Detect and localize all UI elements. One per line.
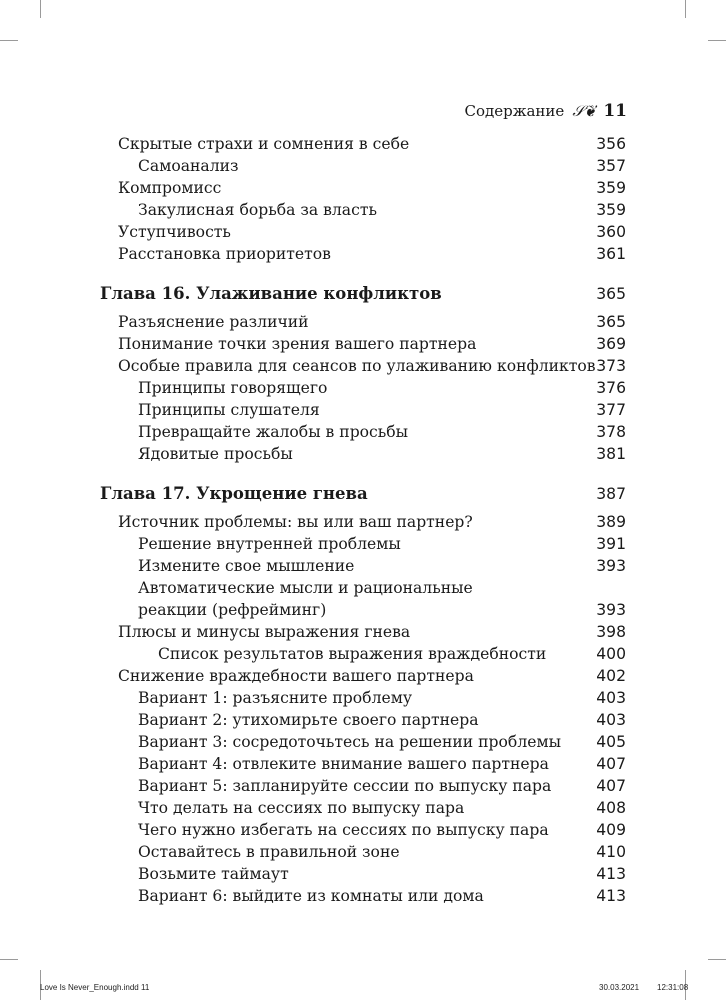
toc-entry (118, 621, 626, 643)
toc-entry (138, 753, 626, 775)
toc-entry-page: 360 (596, 223, 626, 241)
toc-entry-page: 377 (596, 401, 626, 419)
toc-entry (158, 643, 626, 665)
toc-entry-title: Закулисная борьба за власть (138, 201, 377, 219)
toc-entry (118, 333, 626, 355)
toc-entry (138, 399, 626, 421)
crop-mark (685, 0, 686, 18)
toc-entry-page: 389 (596, 513, 626, 531)
toc-entry-page: 400 (596, 645, 626, 663)
toc-entry-title: Расстановка приоритетов (118, 245, 331, 263)
toc-entry-title: Понимание точки зрения вашего партнера (118, 335, 477, 353)
toc-entry-title: Скрытые страхи и сомнения в себе (118, 135, 410, 153)
crop-mark (0, 40, 18, 41)
toc-entry-title: Самоанализ (138, 157, 239, 175)
toc-entry-page: 402 (596, 667, 626, 685)
toc-entry-page: 378 (596, 423, 626, 441)
toc-entry-title: Чего нужно избегать на сессиях по выпуску пара (138, 821, 549, 839)
toc-entry-title: Измените свое мышление (138, 557, 355, 575)
toc-entry (138, 377, 626, 399)
toc-entry (138, 421, 626, 443)
toc-entry (138, 709, 626, 731)
toc-entry-page: 408 (596, 799, 626, 817)
toc-entry-title: Глава 16. Улаживание конфликтов (100, 284, 442, 303)
toc-entry-title: Что делать на сессиях по выпуску пара (138, 799, 465, 817)
toc-entry-page: 413 (596, 865, 626, 883)
toc-entry-page: 369 (596, 335, 626, 353)
toc-entry-page: 361 (596, 245, 626, 263)
toc-entry-page: 357 (596, 157, 626, 175)
toc-entry-title: Вариант 6: выйдите из комнаты или дома (138, 887, 484, 905)
toc-entry-page: 376 (596, 379, 626, 397)
toc-entry (118, 665, 626, 687)
toc-entry (118, 133, 626, 155)
toc-entry (138, 775, 626, 797)
toc-entry-page: 409 (596, 821, 626, 839)
toc-entry-page: 410 (596, 843, 626, 861)
toc-entry-title: Разъяснение различий (118, 313, 309, 331)
toc-entry-title: Принципы говорящего (138, 379, 328, 397)
toc-entry-title: Плюсы и минусы выражения гнева (118, 623, 411, 641)
toc-entry-title: Уступчивость (118, 223, 231, 241)
crop-mark (40, 0, 41, 18)
toc-entry-title: Особые правила для сеансов по улаживанию конфликтов (118, 357, 596, 375)
toc-entry-page: 356 (596, 135, 626, 153)
section-title: Содержание (464, 102, 565, 120)
toc-entry-page: 387 (596, 485, 626, 503)
toc-entry-title: Оставайтесь в правильной зоне (138, 843, 400, 861)
toc-entry (118, 355, 626, 377)
toc-entry-page: 407 (596, 755, 626, 773)
toc-entry (138, 731, 626, 753)
toc-entry (138, 797, 626, 819)
toc-entry (138, 155, 626, 177)
toc-entry (138, 885, 626, 907)
toc-entry-title: Список результатов выражения враждебности (158, 645, 547, 663)
toc-entry-page: 365 (596, 285, 626, 303)
toc-entry-title: Возьмите таймаут (138, 865, 289, 883)
ornament-icon: 𝒮❦ (572, 102, 596, 120)
slug-file: Love Is Never_Enough.indd 11 (40, 983, 150, 992)
toc-entry-title: Принципы слушателя (138, 401, 320, 419)
toc-entry-title: Вариант 4: отвлеките внимание вашего партнера (138, 755, 549, 773)
toc-entry-page: 373 (596, 357, 626, 375)
toc-entry-page: 398 (596, 623, 626, 641)
toc-entry-title: Вариант 3: сосредоточьтесь на решении проблемы (138, 733, 561, 751)
toc-entry-page: 393 (596, 557, 626, 575)
toc-entry (138, 577, 626, 599)
toc-entry-page: 393 (596, 601, 626, 619)
toc-entry (138, 443, 626, 465)
toc-entry (138, 599, 626, 621)
toc-entry-page: 405 (596, 733, 626, 751)
page-number: 11 (603, 101, 627, 121)
toc-entry (138, 687, 626, 709)
slug-date: 30.03.2021 (599, 983, 640, 992)
crop-mark (708, 959, 726, 960)
toc-entry-title: Снижение враждебности вашего партнера (118, 667, 474, 685)
slug-time: 12:31:08 (657, 983, 689, 992)
toc-entry (138, 533, 626, 555)
toc-entry-page: 365 (596, 313, 626, 331)
toc-entry (138, 841, 626, 863)
toc-entry (118, 177, 626, 199)
toc-entry (118, 511, 626, 533)
toc-entry-title: Глава 17. Укрощение гнева (100, 484, 368, 503)
toc-entry-title: Ядовитые просьбы (138, 445, 293, 463)
toc-entry (138, 819, 626, 841)
toc-entry-title: Вариант 5: запланируйте сессии по выпуску пара (138, 777, 552, 795)
toc-entry-page: 407 (596, 777, 626, 795)
toc-entry-page: 359 (596, 179, 626, 197)
toc-entry-title: реакции (рефрейминг) (138, 601, 327, 619)
toc-entry-title: Компромисс (118, 179, 222, 197)
toc-entry (118, 311, 626, 333)
toc-entry (118, 221, 626, 243)
toc-entry (138, 863, 626, 885)
toc-entry-page: 403 (596, 711, 626, 729)
toc-entry-page: 413 (596, 887, 626, 905)
toc-entry-title: Вариант 2: утихомирьте своего партнера (138, 711, 479, 729)
toc-entry-page: 403 (596, 689, 626, 707)
toc-entry-title: Вариант 1: разъясните проблему (138, 689, 413, 707)
toc-entry-title: Источник проблемы: вы или ваш партнер? (118, 513, 473, 531)
toc-entry-title: Решение внутренней проблемы (138, 535, 401, 553)
toc-entry (138, 555, 626, 577)
toc-entry-title: Автоматические мысли и рациональные (138, 579, 473, 597)
crop-mark (708, 40, 726, 41)
toc-entry-page: 381 (596, 445, 626, 463)
chapter-heading (100, 483, 626, 505)
chapter-heading (100, 283, 626, 305)
running-header (464, 101, 627, 121)
toc-entry (118, 243, 626, 265)
crop-mark (0, 959, 18, 960)
toc-entry-page: 391 (596, 535, 626, 553)
toc-entry-page: 359 (596, 201, 626, 219)
toc-entry (138, 199, 626, 221)
toc-entry-title: Превращайте жалобы в просьбы (138, 423, 409, 441)
